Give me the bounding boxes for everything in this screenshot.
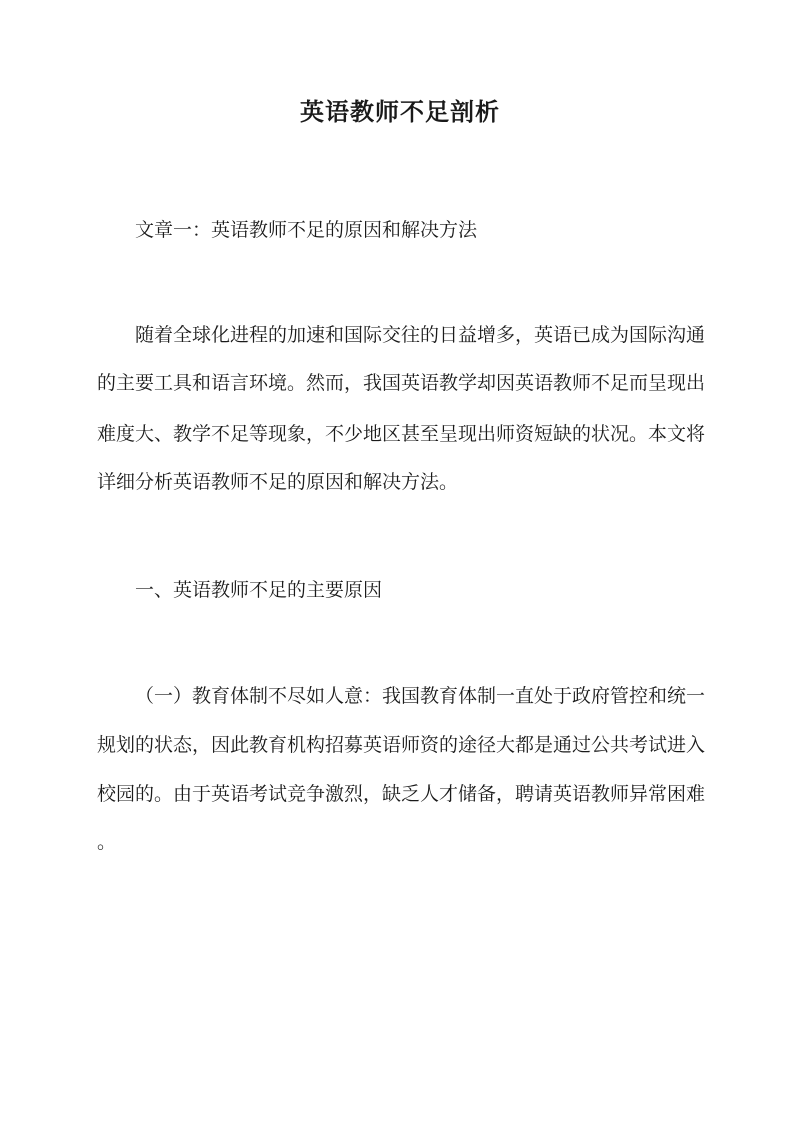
article-heading: 文章一：英语教师不足的原因和解决方法 [135,219,478,241]
intro-line-2: 的主要工具和语言环境。然而，我国英语教学却因英语教师不足而呈现出 [97,372,706,394]
section-heading: 一、英语教师不足的主要原因 [135,579,383,601]
point1-line-4: 。 [97,831,117,853]
document-title: 英语教师不足剖析 [300,97,500,126]
intro-line-4: 详细分析英语教师不足的原因和解决方法。 [97,471,459,493]
intro-line-3: 难度大、教学不足等现象，不少地区甚至呈现出师资短缺的状况。本文将 [97,423,706,445]
point1-line-1: （一）教育体制不尽如人意：我国教育体制一直处于政府管控和统一 [135,685,706,707]
point1-line-3: 校园的。由于英语考试竞争激烈，缺乏人才储备，聘请英语教师异常困难 [97,783,706,805]
intro-line-1: 随着全球化进程的加速和国际交往的日益增多，英语已成为国际沟通 [135,324,706,346]
point1-line-2: 规划的状态，因此教育机构招募英语师资的途径大都是通过公共考试进入 [97,734,706,756]
